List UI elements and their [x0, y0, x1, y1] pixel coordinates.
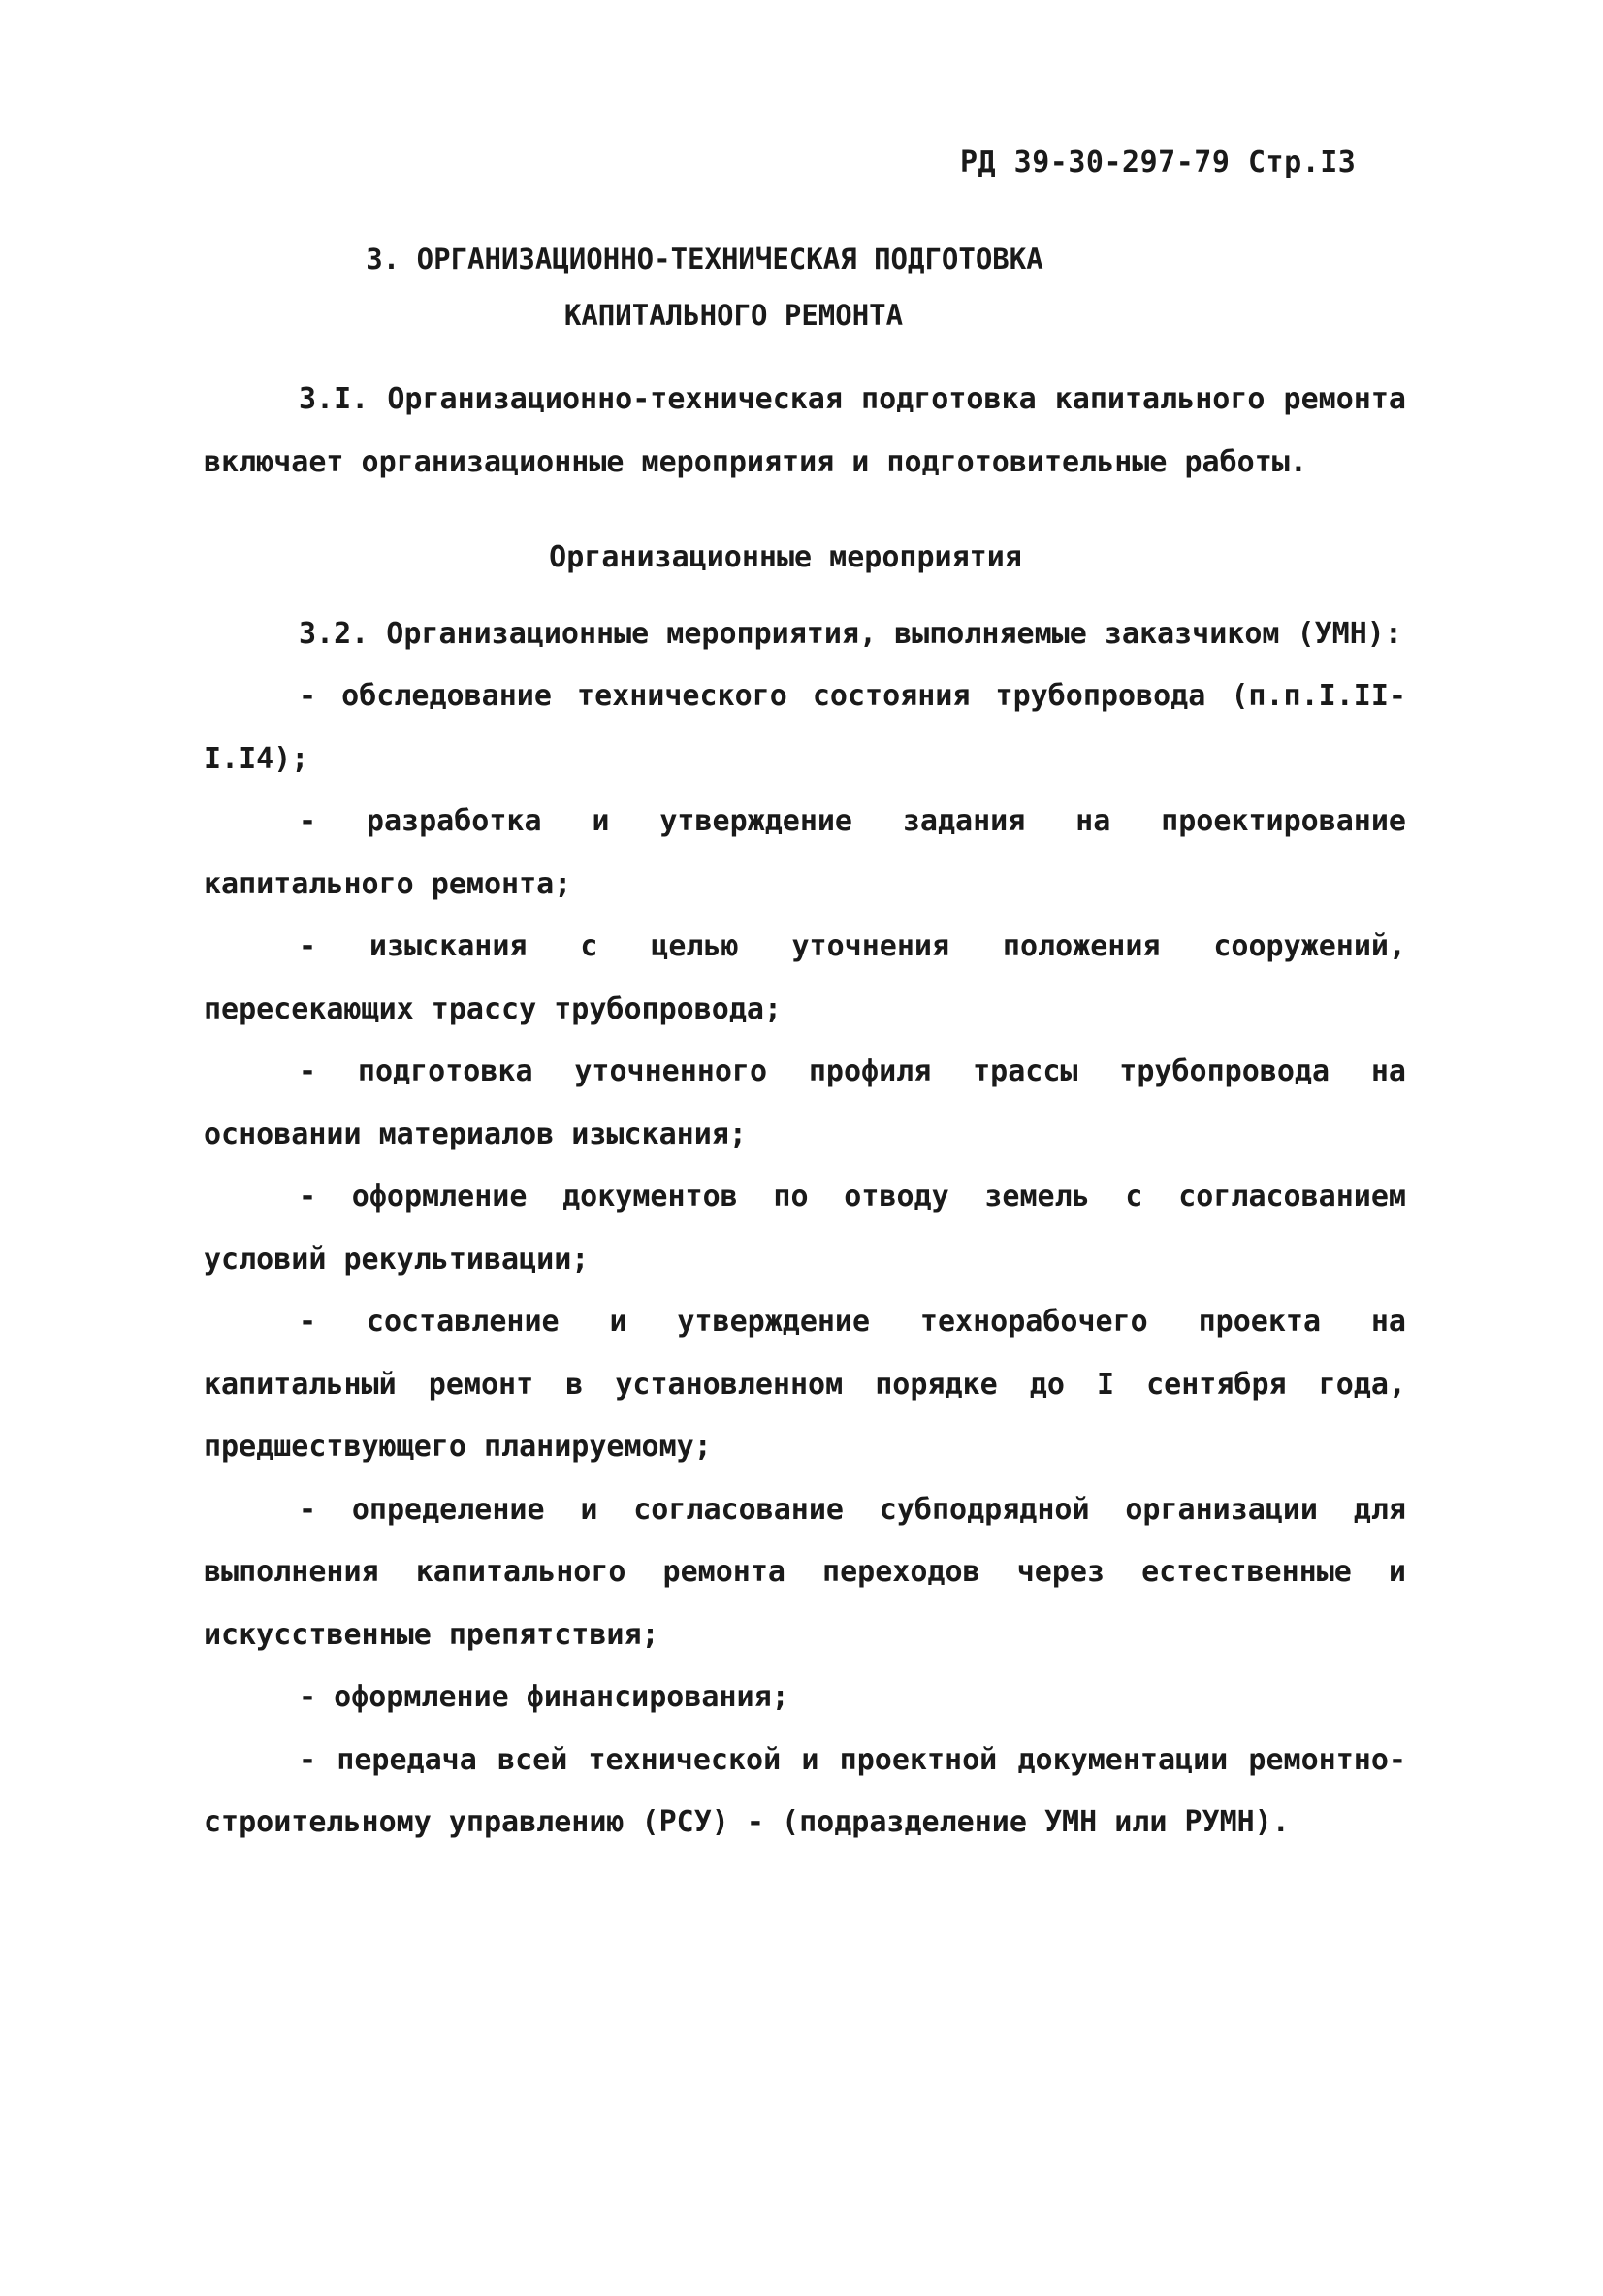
list-item: - подготовка уточненного профиля трассы трубопровода на основании материалов изыскания;	[204, 1054, 1406, 1151]
list-item: - оформление финансирования;	[299, 1680, 789, 1714]
list-item: - разработка и утверждение задания на проектирование капитального ремонта;	[204, 804, 1406, 901]
list-item: - оформление документов по отводу земель с согласованием условий рекультивации;	[204, 1180, 1406, 1277]
list-item: - изыскания с целью уточнения положения сооружений, пересекающих трассу трубопровода;	[204, 929, 1406, 1026]
paragraph-3-1: 3.I. Организационно-техническая подготовка капитального ремонта включает организационные мероприятия и подготовительные работы.	[204, 382, 1406, 479]
document-reference: РД 39-30-297-79 Стр.I3	[960, 146, 1357, 179]
paragraph-3-2: 3.2. Организационные мероприятия, выполняемые заказчиком (УМН):	[299, 616, 1402, 651]
list-item: - передача всей технической и проектной документации ремонтно-строительному управлению (РСУ) - (подразделение УМН или РУМН).	[204, 1742, 1406, 1839]
section-title-line-1: 3. ОРГАНИЗАЦИОННО-ТЕХНИЧЕСКАЯ ПОДГОТОВКА	[366, 243, 1043, 275]
section-title	[0, 231, 1603, 343]
subheading: Организационные мероприятия	[549, 540, 1022, 574]
document-body	[204, 369, 1406, 1855]
section-title-line-2: КАПИТАЛЬНОГО РЕМОНТА	[563, 299, 904, 332]
list-item: - составление и утверждение технорабочего проекта на капитальный ремонт в установленном порядке до I сентября года, предшествующего планируемому;	[204, 1305, 1406, 1464]
list-item: - определение и согласование субподрядной организации для выполнения капитального ремонта переходов через естественные и искусственные препятствия;	[204, 1492, 1406, 1652]
list-item: - обследование технического состояния трубопровода (п.п.I.II-I.I4);	[204, 679, 1406, 776]
